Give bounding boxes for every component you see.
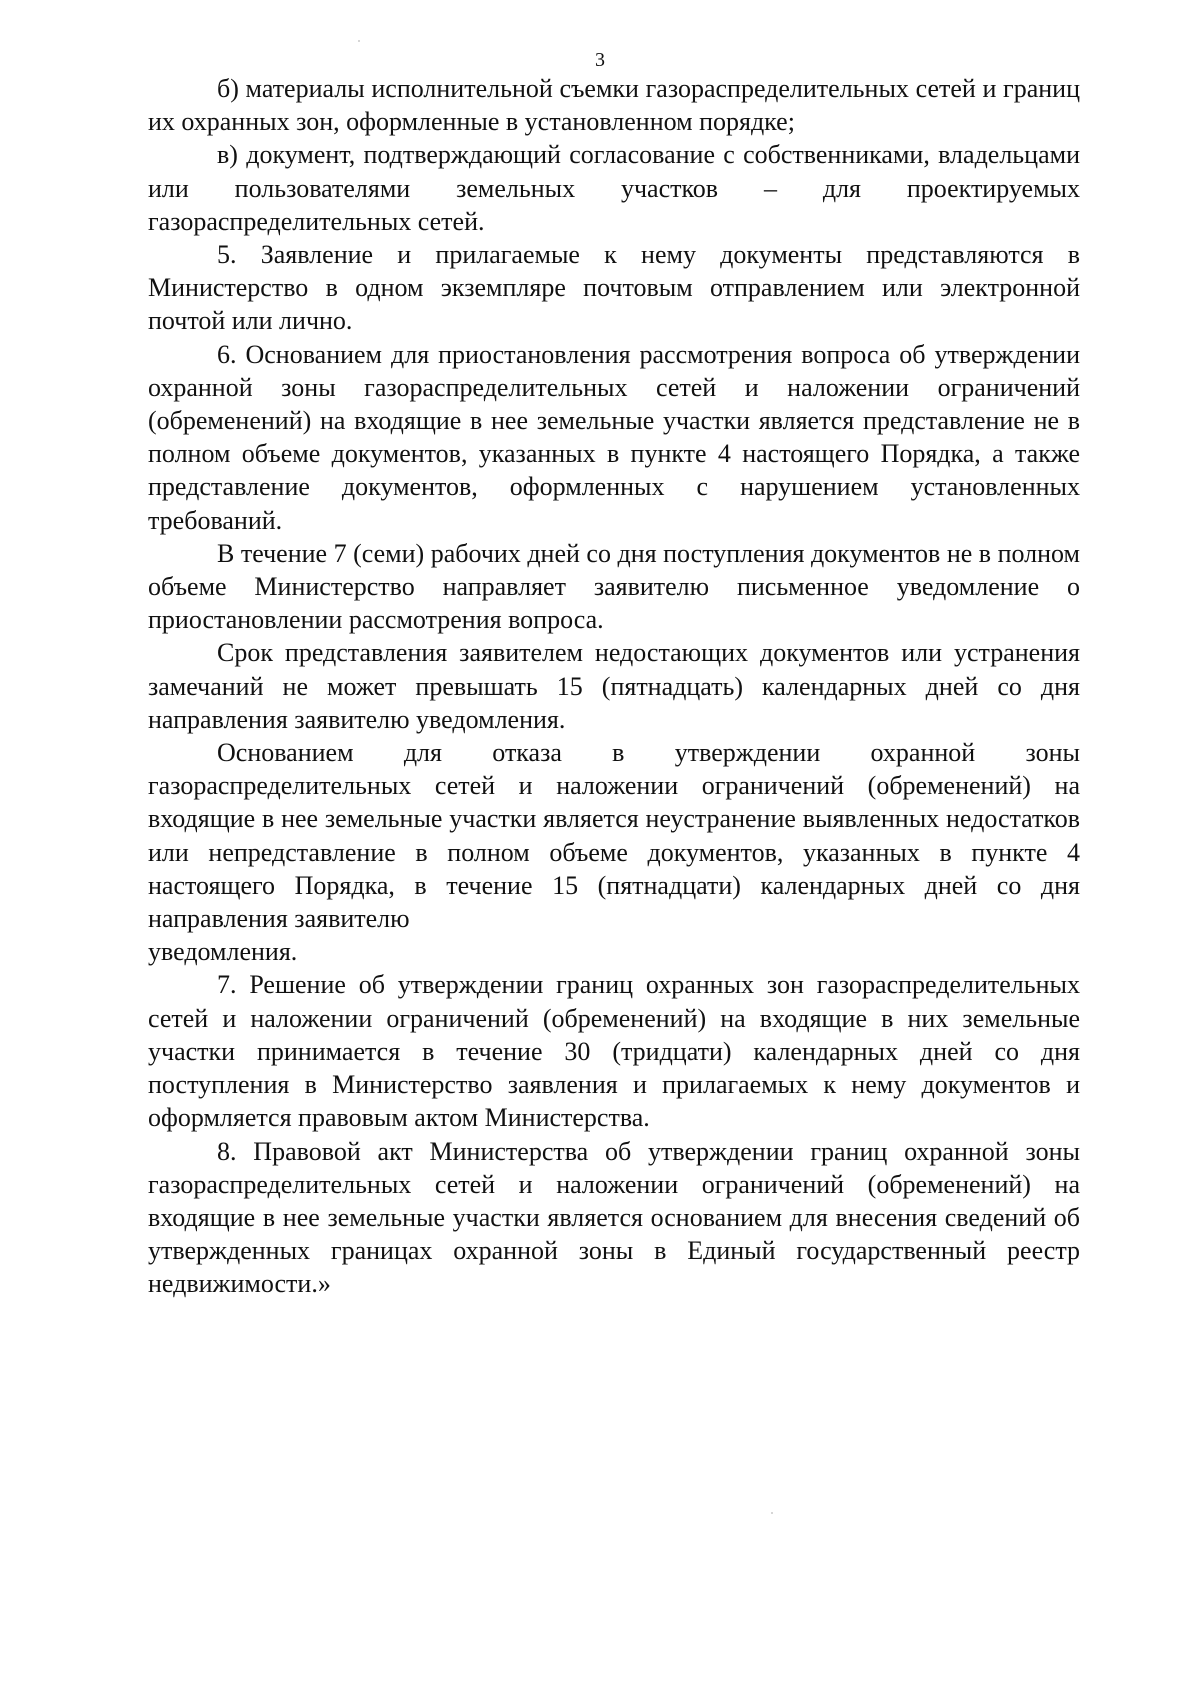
- paragraph-6-suspension-notice: В течение 7 (семи) рабочих дней со дня поступления документов не в полном объеме Министерство направляет заявителю письменное уведомление о приостановлении рассмотрения вопроса.: [148, 538, 1080, 635]
- paragraph-b: б) материалы исполнительной съемки газораспределительных сетей и границ их охранных зон, оформленные в установленном порядке;: [148, 74, 1080, 137]
- paragraph-6-refusal: Основанием для отказа в утверждении охранной зоны газораспределительных сетей и наложении ограничений (обременений) на входящие в нее земельные участки является неустранение выявленных недостатков или непредставление в полном объеме документов, указанных в пункте 4 настоящего Порядка, в течение 15 (пятнадцати) календарных дней со дня направления заявителю: [148, 738, 1080, 934]
- paragraph-6-deadline: Срок представления заявителем недостающих документов или устранения замечаний не может превышать 15 (пятнадцать) календарных дней со дня направления заявителю уведомления.: [148, 638, 1080, 734]
- paragraph-6-refusal-continuation: уведомления.: [148, 937, 298, 967]
- paragraph-5: 5. Заявление и прилагаемые к нему документы представляются в Министерство в одном экземпляре почтовым отправлением или электронной почтой или лично.: [148, 240, 1080, 336]
- scan-speck: [771, 1512, 773, 1514]
- paragraph-v: в) документ, подтверждающий согласование с собственниками, владельцами или пользователями земельных участков – для проектируемых газораспределительных сетей.: [148, 140, 1080, 236]
- paragraph-8: 8. Правовой акт Министерства об утверждении границ охранной зоны газораспределительных сетей и наложении ограничений (обременений) на входящие в нее земельные участки является основанием для внесения сведений об утвержденных границах охранной зоны в Единый государственный реестр недвижимости.»: [148, 1136, 1080, 1299]
- document-body: [148, 72, 1080, 1301]
- page-number: 3: [595, 49, 605, 71]
- paragraph-7: 7. Решение об утверждении границ охранных зон газораспределительных сетей и наложении ограничений (обременений) на входящие в них земельные участки принимается в течение 30 (тридцати) календарных дней со дня поступления в Министерство заявления и прилагаемых к нему документов и оформляется правовым актом Министерства.: [148, 970, 1080, 1133]
- scan-speck: [358, 40, 360, 42]
- paragraph-6: 6. Основанием для приостановления рассмотрения вопроса об утверждении охранной зоны газораспределительных сетей и наложении ограничений (обременений) на входящие в нее земельные участки является представление не в полном объеме документов, указанных в пункте 4 настоящего Порядка, а также представление документов, оформленных с нарушением установленных требований.: [148, 339, 1080, 535]
